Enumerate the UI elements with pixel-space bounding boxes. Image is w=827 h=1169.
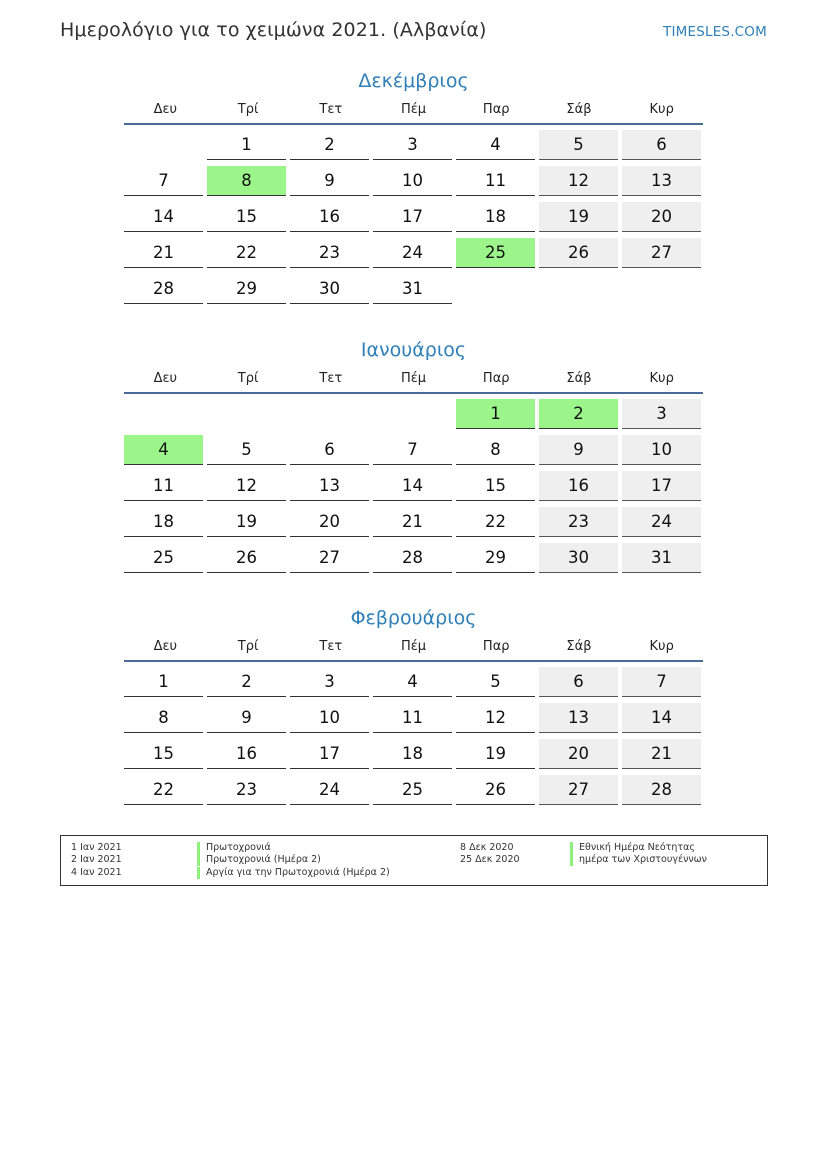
- day-cell: 4: [373, 667, 452, 697]
- holiday-day-cell: 25: [456, 238, 535, 268]
- weekend-day-cell: 17: [622, 471, 701, 501]
- day-cell: 15: [456, 471, 535, 501]
- day-cell: 11: [373, 703, 452, 733]
- day-cell: 26: [207, 543, 286, 573]
- weekend-day-cell: 24: [622, 507, 701, 537]
- day-cell: 10: [290, 703, 369, 733]
- holiday-day-cell: 4: [124, 435, 203, 465]
- day-cell: 8: [456, 435, 535, 465]
- weekday-label: Σάβ: [566, 371, 592, 386]
- weekday-label: Τρί: [237, 371, 259, 386]
- weekday-label: Παρ: [482, 639, 510, 654]
- day-cell: 1: [124, 667, 203, 697]
- day-cell: 20: [290, 507, 369, 537]
- day-cell: 22: [124, 775, 203, 805]
- legend-date: 2 Ιαν 2021: [71, 854, 122, 865]
- weekend-day-cell: 20: [622, 202, 701, 232]
- weekday-label: Κυρ: [649, 371, 674, 386]
- day-cell: 12: [456, 703, 535, 733]
- weekday-header: [124, 635, 703, 662]
- month-title: Ιανουάριος: [360, 339, 467, 361]
- weekday-label: Τρί: [237, 102, 259, 117]
- weekend-day-cell: 5: [539, 130, 618, 160]
- weekend-day-cell: 16: [539, 471, 618, 501]
- weekday-label: Παρ: [482, 102, 510, 117]
- legend-date: 25 Δεκ 2020: [460, 854, 520, 865]
- month-december: [124, 68, 703, 310]
- weekend-day-cell: 6: [539, 667, 618, 697]
- legend-date: 1 Ιαν 2021: [71, 842, 122, 853]
- day-cell: 23: [290, 238, 369, 268]
- weekday-label: Σάβ: [566, 639, 592, 654]
- day-cell: 23: [207, 775, 286, 805]
- weekend-day-cell: 19: [539, 202, 618, 232]
- legend-holiday-name: Εθνική Ημέρα Νεότητας: [570, 842, 695, 854]
- weekday-label: Σάβ: [566, 102, 592, 117]
- weekend-day-cell: 13: [622, 166, 701, 196]
- day-cell: 14: [373, 471, 452, 501]
- weekend-day-cell: 6: [622, 130, 701, 160]
- day-cell: 4: [456, 130, 535, 160]
- legend-holiday-name: Πρωτοχρονιά (Ημέρα 2): [197, 854, 321, 866]
- day-cell: 15: [124, 739, 203, 769]
- day-cell: 2: [290, 130, 369, 160]
- weekend-day-cell: 13: [539, 703, 618, 733]
- day-cell: 17: [290, 739, 369, 769]
- day-cell: 29: [207, 274, 286, 304]
- weekend-day-cell: 27: [539, 775, 618, 805]
- day-cell: 18: [124, 507, 203, 537]
- weekday-label: Δευ: [153, 639, 178, 654]
- weekday-header: [124, 98, 703, 125]
- empty-cell: [290, 399, 369, 429]
- day-cell: 13: [290, 471, 369, 501]
- day-cell: 16: [290, 202, 369, 232]
- weekend-day-cell: 10: [622, 435, 701, 465]
- legend-holiday-name: Αργία για την Πρωτοχρονιά (Ημέρα 2): [197, 867, 390, 879]
- legend-holiday-name: ημέρα των Χριστουγέννων: [570, 854, 707, 866]
- day-cell: 17: [373, 202, 452, 232]
- day-cell: 21: [124, 238, 203, 268]
- weekend-day-cell: 30: [539, 543, 618, 573]
- weekday-label: Πέμ: [400, 371, 427, 386]
- weekday-label: Τετ: [319, 371, 343, 386]
- empty-cell: [124, 130, 203, 160]
- legend-holiday-name: Πρωτοχρονιά: [197, 842, 271, 854]
- weekday-header: [124, 367, 703, 394]
- day-cell: 19: [207, 507, 286, 537]
- day-cell: 22: [207, 238, 286, 268]
- day-cell: 24: [290, 775, 369, 805]
- weekday-label: Τρί: [237, 639, 259, 654]
- day-grid: [124, 662, 705, 811]
- day-cell: 15: [207, 202, 286, 232]
- day-cell: 27: [290, 543, 369, 573]
- weekend-day-cell: 20: [539, 739, 618, 769]
- day-cell: 19: [456, 739, 535, 769]
- day-cell: 11: [124, 471, 203, 501]
- day-cell: 8: [124, 703, 203, 733]
- weekday-label: Κυρ: [649, 639, 674, 654]
- legend-date: 8 Δεκ 2020: [460, 842, 514, 853]
- day-cell: 5: [456, 667, 535, 697]
- day-cell: 31: [373, 274, 452, 304]
- empty-cell: [207, 399, 286, 429]
- day-cell: 7: [373, 435, 452, 465]
- day-cell: 1: [207, 130, 286, 160]
- day-cell: 14: [124, 202, 203, 232]
- empty-cell: [124, 399, 203, 429]
- holiday-day-cell: 1: [456, 399, 535, 429]
- weekend-day-cell: 26: [539, 238, 618, 268]
- day-cell: 2: [207, 667, 286, 697]
- day-cell: 3: [373, 130, 452, 160]
- legend-date: 4 Ιαν 2021: [71, 867, 122, 878]
- day-cell: 6: [290, 435, 369, 465]
- weekend-day-cell: 28: [622, 775, 701, 805]
- day-cell: 9: [207, 703, 286, 733]
- day-cell: 16: [207, 739, 286, 769]
- day-cell: 21: [373, 507, 452, 537]
- day-cell: 24: [373, 238, 452, 268]
- day-cell: 28: [124, 274, 203, 304]
- weekday-label: Τετ: [319, 102, 343, 117]
- holiday-legend: [60, 835, 768, 886]
- day-grid: [124, 394, 705, 579]
- weekday-label: Πέμ: [400, 639, 427, 654]
- brand-link[interactable]: TIMESLES.COM: [663, 24, 767, 40]
- weekend-day-cell: 21: [622, 739, 701, 769]
- weekend-day-cell: 14: [622, 703, 701, 733]
- weekday-label: Δευ: [153, 102, 178, 117]
- weekend-day-cell: 7: [622, 667, 701, 697]
- day-cell: 29: [456, 543, 535, 573]
- day-cell: 11: [456, 166, 535, 196]
- day-cell: 18: [373, 739, 452, 769]
- day-cell: 9: [290, 166, 369, 196]
- weekend-day-cell: 9: [539, 435, 618, 465]
- weekday-label: Πέμ: [400, 102, 427, 117]
- weekday-label: Κυρ: [649, 102, 674, 117]
- day-cell: 25: [373, 775, 452, 805]
- weekday-label: Δευ: [153, 371, 178, 386]
- day-cell: 22: [456, 507, 535, 537]
- day-cell: 28: [373, 543, 452, 573]
- month-february: [124, 605, 703, 811]
- day-grid: [124, 125, 705, 310]
- weekend-day-cell: 27: [622, 238, 701, 268]
- month-january: [124, 337, 703, 579]
- day-cell: 18: [456, 202, 535, 232]
- weekend-day-cell: 23: [539, 507, 618, 537]
- day-cell: 3: [290, 667, 369, 697]
- holiday-day-cell: 2: [539, 399, 618, 429]
- month-title: Φεβρουάριος: [350, 607, 477, 629]
- month-title: Δεκέμβριος: [358, 70, 469, 92]
- weekday-label: Παρ: [482, 371, 510, 386]
- day-cell: 26: [456, 775, 535, 805]
- weekend-day-cell: 3: [622, 399, 701, 429]
- day-cell: 5: [207, 435, 286, 465]
- page-title: Ημερολόγιο για το χειμώνα 2021. (Αλβανία): [60, 19, 487, 41]
- day-cell: 25: [124, 543, 203, 573]
- weekend-day-cell: 31: [622, 543, 701, 573]
- day-cell: 12: [207, 471, 286, 501]
- weekend-day-cell: 12: [539, 166, 618, 196]
- holiday-day-cell: 8: [207, 166, 286, 196]
- day-cell: 7: [124, 166, 203, 196]
- weekday-label: Τετ: [319, 639, 343, 654]
- day-cell: 30: [290, 274, 369, 304]
- day-cell: 10: [373, 166, 452, 196]
- empty-cell: [373, 399, 452, 429]
